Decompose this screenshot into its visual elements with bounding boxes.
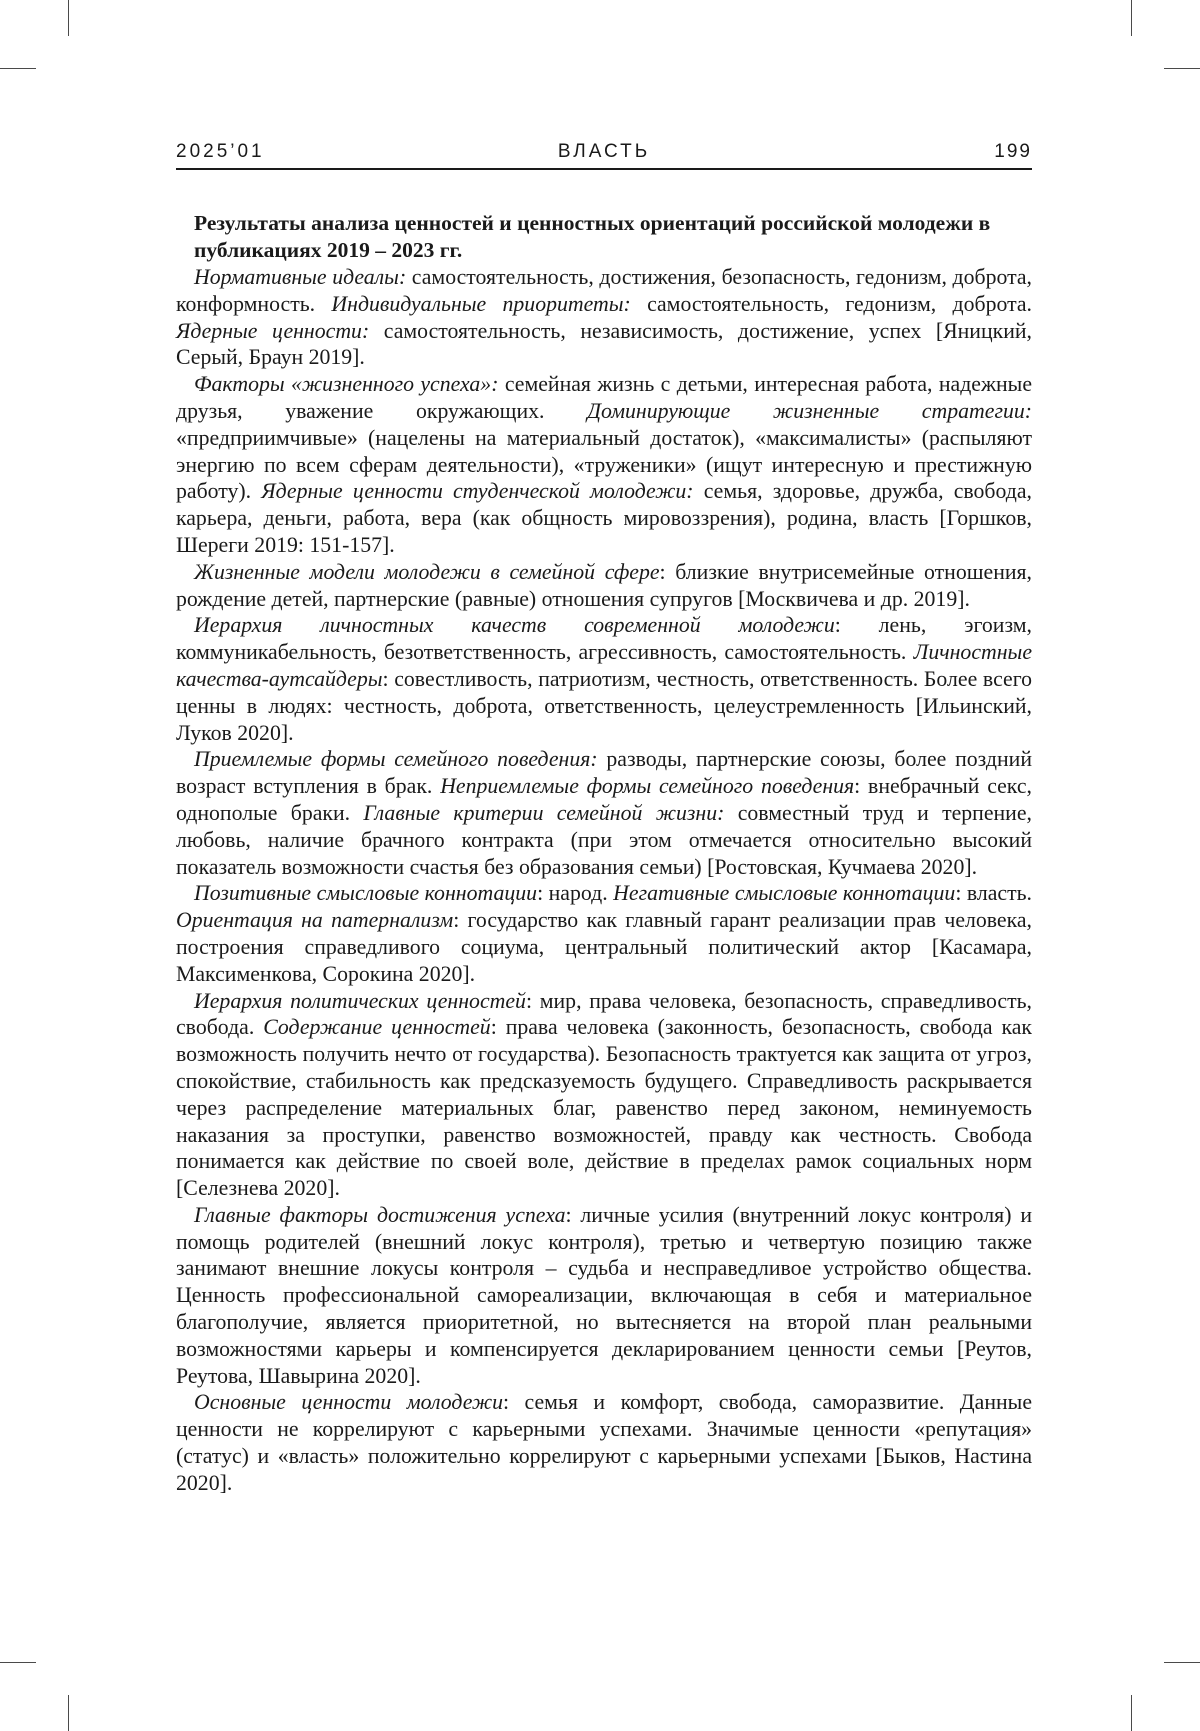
italic-term: Ядерные ценности студенческой молодежи: [261,479,694,504]
paragraph-text: : личные усилия (внутренний локус контроля) и помощь родителей (внешний локус контроля), третью и четвертую позицию также занимают внешние локусы контроля – судьба и несправедливое устройство общества. Ценность профессиональной самореализации, включающая в себя и материальное благополучие, является приоритетной, но вытесняется на второй план реальными возможностями карьеры и компенсируется декларированием ценности семьи [Реутов, Реутова, Шавырина 2020]. [176,1202,1032,1388]
crop-mark-right-upper [1164,68,1200,69]
paragraph-text: «предприимчивые» (нацелены на материальный достаток), «максималисты» (распыляют энергию по всем сферам деятельности), «труженики» (ищут интересную и престижную работу). [176,425,1032,504]
paragraph [176,371,1032,559]
crop-mark-left-upper [0,68,36,69]
crop-mark-bottom-right [1131,1695,1132,1731]
paragraph [176,264,1032,371]
crop-mark-top-right [1131,0,1132,36]
italic-term: Иерархия личностных качеств современной молодежи [194,613,835,638]
italic-term: Неприемлемые формы семейного поведения [440,774,855,799]
italic-term: Факторы «жизненного успеха»: [194,372,499,397]
page-number: 199 [994,141,1032,162]
paragraph-text: : лень, эгоизм, коммуникабельность, безответственность, агрессивность, самостоятельность. [176,613,1032,665]
paragraph-text: самостоятельность, гедонизм, доброта. [630,291,1033,316]
paragraph-text: самостоятельность, достижения, безопасность, гедонизм, доброта, конформность. [176,265,1032,316]
paragraph-text: : близкие внутрисемейные отношения, рождение детей, партнерские (равные) отношения супругов [Москвичева и др. 2019]. [176,559,1032,611]
italic-term: Индивидуальные приоритеты: [331,291,631,316]
paragraph [176,1389,1032,1496]
paragraph-text: : государство как главный гарант реализации прав человека, построения справедливого социума, центральный политический актор [Касамара, Максименкова, Сорокина 2020]. [176,908,1032,986]
paragraph-text: самостоятельность, независимость, достижение, успех [Яницкий, Серый, Браун 2019]. [176,318,1032,370]
italic-term: Иерархия политических ценностей [194,988,526,1013]
paragraph [176,1202,1032,1390]
crop-mark-bottom-left [68,1695,69,1731]
italic-term: Жизненные модели молодежи в семейной сфере [194,559,660,584]
italic-term: Ядерные ценности: [176,318,370,343]
italic-term: Ориентация на патернализм [176,908,454,933]
italic-term: Главные факторы достижения успеха [194,1202,566,1227]
paragraph-text: семья, здоровье, дружба, свобода, карьера, деньги, работа, вера (как общность мировоззрения), родина, власть [Горшков, Шереги 2019: 151-157]. [176,479,1032,557]
paragraph [176,559,1032,613]
paragraph-text: семейная жизнь с детьми, интересная работа, надежные друзья, уважение окружающих. [176,372,1033,423]
paragraph-text: : внебрачный секс, однополые браки. [176,774,1032,825]
italic-term: Нормативные идеалы: [194,265,407,289]
italic-term: Содержание ценностей [263,1015,491,1040]
paragraph-text: : права человека (законность, безопасность, свобода как возможность получить нечто от государства). Безопасность трактуется как защита от угроз, спокойствие, стабильность как предсказуемость будущего. Справедливость раскрывается через распределение материальных благ, равенство перед законом, неминуемость наказания за проступки, равенство возможностей, правду как честность. Свобода понимается как действие по своей воле, действие в пределах рамок социальных норм [Селезнева 2020]. [176,1015,1032,1201]
paragraph-text: разводы, партнерские союзы, более поздний возраст вступления в брак. [176,747,1032,799]
italic-term: Основные ценности молодежи [194,1390,504,1415]
journal-title: ВЛАСТЬ [557,141,651,162]
crop-mark-top-left [68,0,69,36]
paragraph-text: : совестливость, патриотизм, честность, ответственность. Более всего ценны в людях: честность, доброта, ответственность, целеустремленность [Ильинский, Луков 2020]. [176,666,1032,745]
italic-term: Приемлемые формы семейного поведения: [194,747,598,772]
italic-term: Позитивные смысловые коннотации [194,881,538,906]
paragraph-list [176,264,1032,1497]
running-header [176,140,1032,170]
crop-mark-right-lower [1164,1662,1200,1663]
section-title: Результаты анализа ценностей и ценностных ориентаций российской молодежи в публикациях 2019 – 2023 гг. [194,211,991,262]
paragraph-text: : семья и комфорт, свобода, саморазвитие. Данные ценности не коррелируют с карьерными успехами. Значимые ценности «репутация» (статус) и «власть» положительно коррелируют с карьерными успехами [Быков, Настина 2020]. [176,1390,1032,1495]
italic-term: Негативные смысловые коннотации [613,881,956,906]
italic-term: Главные критерии семейной жизни: [363,800,725,825]
paragraph-text: : власть. [955,881,1033,906]
italic-term: Доминирующие жизненные стратегии: [587,398,1032,423]
italic-term: Личностные качества-аутсайдеры [176,640,1032,691]
crop-mark-left-lower [0,1662,36,1663]
paragraph-text: : народ. [537,881,614,906]
paragraph-text: совместный труд и терпение, любовь, наличие брачного контракта (при этом отмечается относительно высокий показатель возможности счастья без образования семьи) [Ростовская, Кучмаева 2020]. [176,800,1032,879]
paragraph-text: : мир, права человека, безопасность, справедливость, свобода. [176,988,1032,1040]
paragraph [176,746,1032,880]
paragraph [176,612,1032,746]
issue-number: 2025’01 [176,141,265,162]
paragraph [176,988,1032,1202]
paragraph [176,880,1032,987]
page-body [176,210,1032,1497]
